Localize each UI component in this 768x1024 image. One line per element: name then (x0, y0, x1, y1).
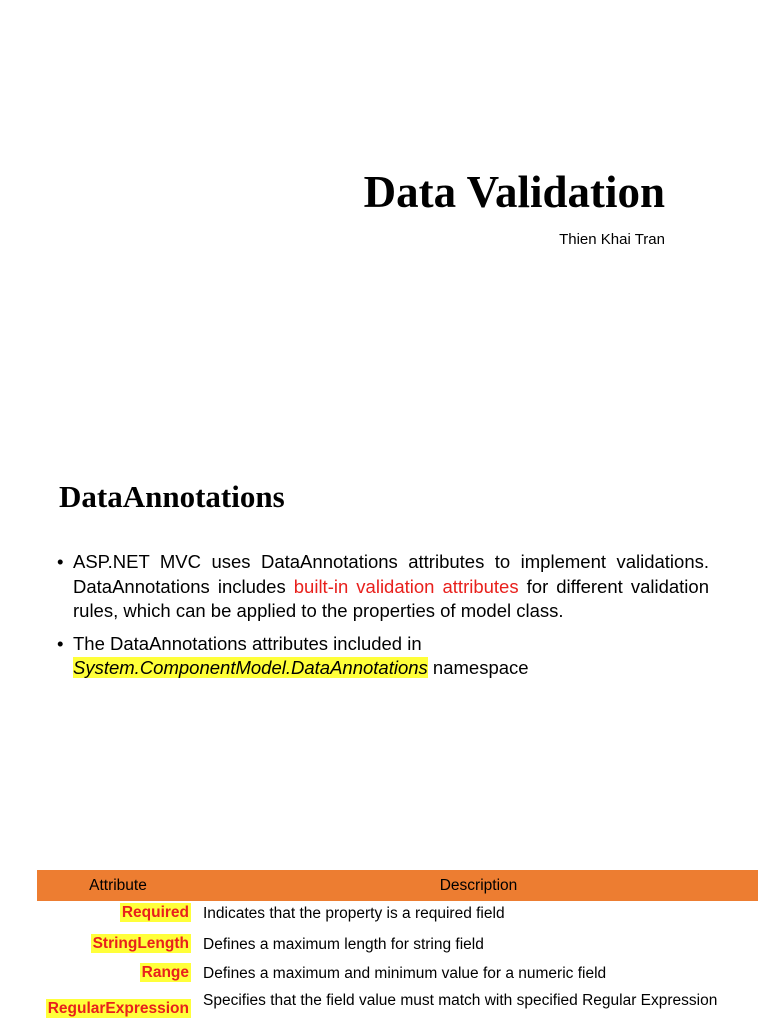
bullet-item (57, 632, 709, 681)
bullet-text-part: namespace (427, 657, 529, 678)
attribute-cell (37, 991, 199, 1018)
bullet-dot: • (57, 551, 64, 572)
highlighted-phrase: built-in validation attributes (293, 575, 519, 597)
section-heading: DataAnnotations (59, 479, 285, 514)
bullet-text (73, 633, 529, 679)
header-description: Description (439, 876, 518, 894)
bullet-text (73, 550, 709, 624)
table-row (37, 935, 758, 954)
description-cell: Defines a maximum length for string field (203, 936, 484, 953)
slide-author: Thien Khai Tran (559, 231, 665, 248)
description-cell: Defines a maximum and minimum value for a numeric field (203, 965, 607, 982)
description-cell: Specifies that the field value must match with specified Regular Expression (203, 992, 718, 1009)
table-row (37, 904, 758, 923)
attribute-name: RegularExpression (47, 1000, 189, 1017)
bullet-text-part: ASP.NET MVC uses DataAnnotations attributes to implement validations. DataAnnotations includes (73, 551, 709, 597)
bullet-text-part: The DataAnnotations attributes included in (73, 632, 422, 654)
table-row (37, 964, 758, 983)
attribute-cell (37, 964, 199, 982)
attribute-name: Range (141, 964, 189, 981)
attributes-table (37, 870, 758, 1018)
bullet-dot: • (57, 632, 64, 654)
description-cell: Indicates that the property is a required field (203, 905, 505, 922)
attribute-cell (37, 935, 199, 953)
attribute-name: Required (121, 904, 189, 921)
table-header (37, 870, 758, 901)
namespace-highlight: System.ComponentModel.DataAnnotations (73, 657, 428, 678)
attribute-name: StringLength (92, 935, 189, 952)
header-attribute: Attribute (89, 876, 147, 894)
bullet-text-part: for different validation rules, which can be applied to the properties of model class. (73, 575, 709, 621)
slide-title: Data Validation (363, 167, 665, 217)
attribute-cell (37, 904, 199, 922)
bullet-list (57, 550, 709, 689)
bullet-item (57, 550, 709, 624)
table-row (37, 991, 758, 1018)
